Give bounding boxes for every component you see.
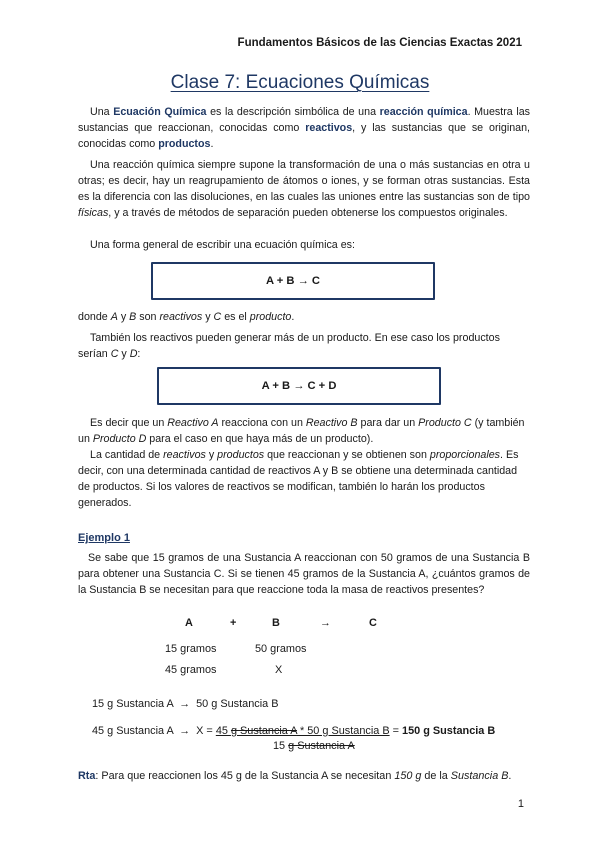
calculation-line: 45 g Sustancia A → X = 45 g Sustancia A * 50 g Sustancia B = 150 g Sustancia B xyxy=(92,725,496,737)
paragraph-proportional: La cantidad de reactivos y productos que reaccionan y se obtienen son proporcionales. Es decir, con una determinada cantidad de reactivos A y B se obtiene una determinada cantidad de productos. Si los valores de reactivos se modifican, también lo harán los productos generados. xyxy=(78,449,519,509)
equation-box-2: A + B → C + D xyxy=(157,367,441,405)
example-statement: Se sabe que 15 gramos de una Sustancia A reaccionan con 50 gramos de una Sustancia B para obtener una Sustancia C. Si se tienen 45 gramos de la Sustancia A, ¿cuántos gramos de la Sustancia B se necesitan para que reaccione toda la masa de reactivos presentes? xyxy=(78,552,530,596)
calculation-denominator: 15 g Sustancia A xyxy=(273,740,355,752)
table-cell-a2: 45 gramos xyxy=(165,664,217,676)
table-head-a: A xyxy=(185,617,193,629)
table-cell-b2: X xyxy=(275,664,283,676)
page-number: 1 xyxy=(517,798,524,810)
table-cell-a1: 15 gramos xyxy=(165,643,217,655)
paragraph-where: donde A y B son reactivos y C es el producto. xyxy=(78,311,295,323)
paragraph-meaning: Es decir que un Reactivo A reacciona con un Reactivo B para dar un Producto C (y también un Producto D para el caso en que haya más de un producto). xyxy=(78,417,525,445)
table-head-b: B xyxy=(272,617,280,629)
answer-line: Rta: Para que reaccionen los 45 g de la Sustancia A se necesitan 150 g de la Sustancia B. xyxy=(78,770,512,782)
table-head-plus: + xyxy=(230,617,237,629)
page-header: Fundamentos Básicos de las Ciencias Exactas 2021 xyxy=(237,37,522,49)
paragraph-definition: Una Ecuación Química es la descripción simbólica de una reacción química. Muestra las sustancias que reaccionan, conocidas como reactivos, y las sustancias que se originan, conocidas como productos. xyxy=(78,106,530,150)
table-cell-b1: 50 gramos xyxy=(255,643,307,655)
paragraph-more-products: También los reactivos pueden generar más de un producto. En ese caso los productos serían C y D: xyxy=(78,332,500,360)
page-title: Clase 7: Ecuaciones Químicas xyxy=(170,72,430,93)
table-head-arrow: → xyxy=(320,617,331,629)
table-head-c: C xyxy=(369,617,377,629)
paragraph-reaction: Una reacción química siempre supone la transformación de una o más sustancias en otra u otras; es decir, hay un reagrupamiento de átomos o iones, y se forman otras sustancias. Esta es la diferencia con las disoluciones, en las cuales las uniones entre las sustancias son de tipo físicas, y a través de métodos de separación pueden obtenerse los compuestos originales. xyxy=(78,159,530,219)
equation-box-1: A + B → C xyxy=(151,262,435,300)
example-title: Ejemplo 1 xyxy=(78,532,130,544)
proportion-line: 15 g Sustancia A → 50 g Sustancia B xyxy=(92,698,279,710)
paragraph-general-form: Una forma general de escribir una ecuación química es: xyxy=(90,239,355,251)
